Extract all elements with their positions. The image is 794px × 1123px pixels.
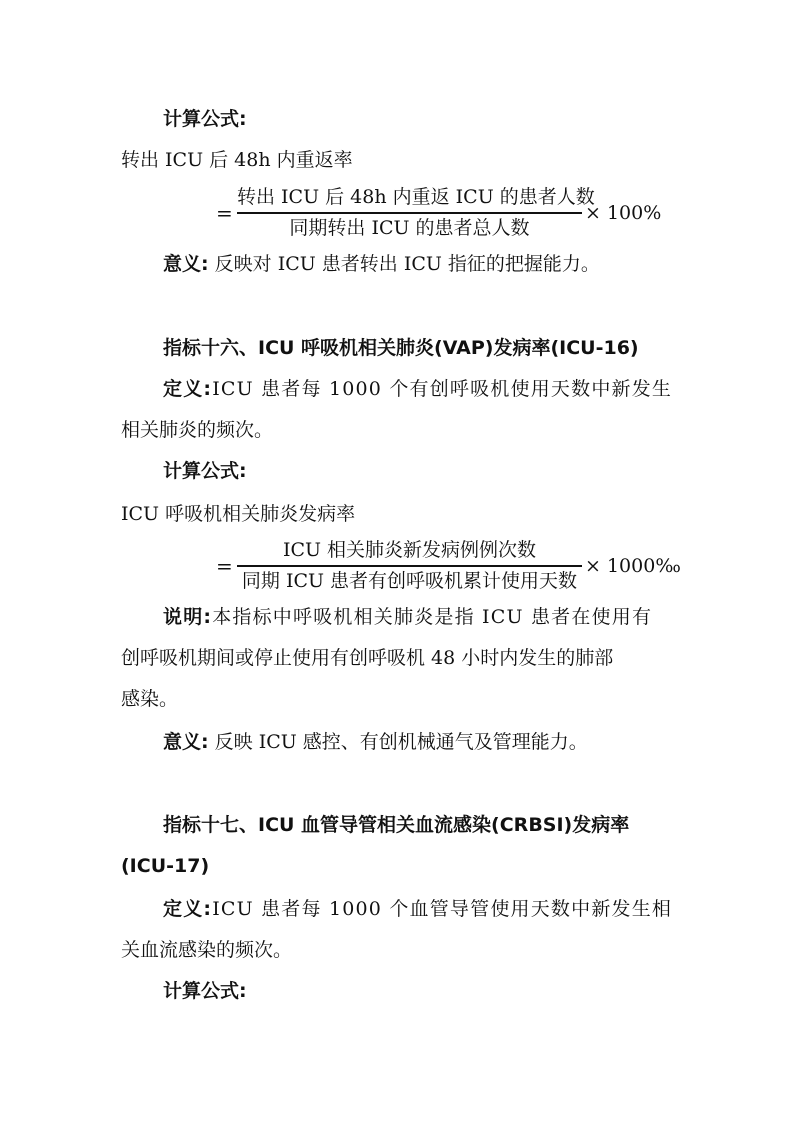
fraction-numerator: ICU 相关肺炎新发病例例次数 [282, 539, 537, 561]
fraction-denominator: 同期转出 ICU 的患者总人数 [289, 217, 530, 239]
calc-formula-label: 计算公式: [163, 980, 247, 1002]
formula-name: ICU 呼吸机相关肺炎发病率 [121, 503, 356, 525]
formula-name: 转出 ICU 后 48h 内重返率 [121, 149, 353, 171]
fraction-bar [237, 565, 582, 567]
definition-paragraph [163, 376, 672, 402]
calc-formula-label: 计算公式: [163, 108, 247, 130]
calc-formula-label: 计算公式: [163, 460, 247, 482]
meaning-paragraph [163, 251, 600, 277]
definition-continuation: 相关肺炎的频次。 [121, 419, 274, 441]
definition-text: ICU 患者每 1000 个有创呼吸机使用天数中新发生 [212, 378, 673, 400]
meaning-label: 意义: [163, 253, 209, 275]
definition-label: 定义: [163, 898, 213, 920]
meaning-text: 反映 ICU 感控、有创机械通气及管理能力。 [214, 731, 588, 753]
definition-text: ICU 患者每 1000 个血管导管使用天数中新发生相 [212, 898, 673, 920]
section-heading-continuation: (ICU-17) [121, 855, 210, 877]
fraction-bar [237, 212, 582, 214]
equals-sign: = [216, 201, 233, 225]
section-heading: 指标十六、ICU 呼吸机相关肺炎(VAP)发病率(ICU-16) [163, 337, 639, 359]
definition-paragraph [163, 896, 672, 922]
section-heading: 指标十七、ICU 血管导管相关血流感染(CRBSI)发病率 [163, 814, 630, 836]
note-paragraph [163, 604, 652, 630]
note-text: 本指标中呼吸机相关肺炎是指 ICU 患者在使用有 [212, 606, 653, 628]
multiplier: × 100% [585, 202, 662, 224]
fraction-denominator: 同期 ICU 患者有创呼吸机累计使用天数 [241, 570, 578, 592]
equals-sign: = [216, 554, 233, 578]
fraction-numerator: 转出 ICU 后 48h 内重返 ICU 的患者人数 [237, 186, 595, 208]
meaning-text: 反映对 ICU 患者转出 ICU 指征的把握能力。 [214, 253, 600, 275]
meaning-label: 意义: [163, 731, 209, 753]
note-label: 说明: [163, 606, 213, 628]
multiplier: × 1000‰ [585, 555, 681, 577]
meaning-paragraph [163, 729, 588, 755]
definition-continuation: 关血流感染的频次。 [121, 939, 293, 961]
note-continuation: 感染。 [121, 688, 179, 710]
definition-label: 定义: [163, 378, 213, 400]
note-continuation: 创呼吸机期间或停止使用有创呼吸机 48 小时内发生的肺部 [121, 647, 614, 669]
